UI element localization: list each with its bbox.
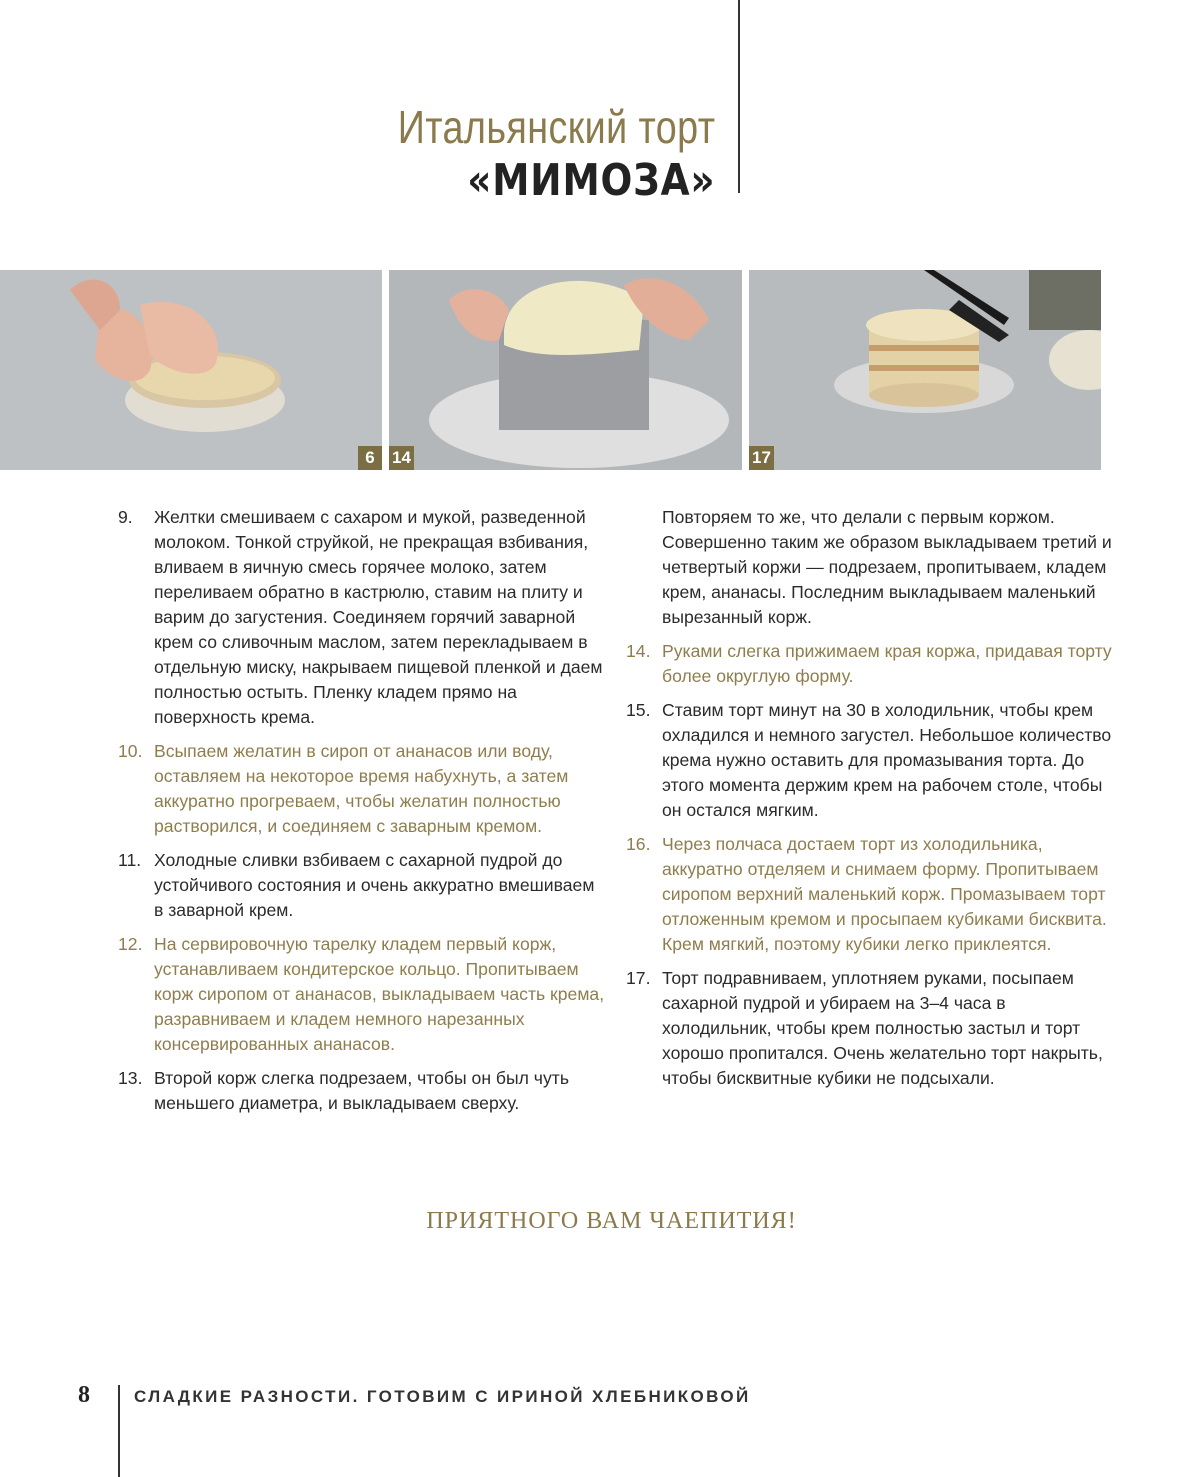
cake-with-spatula-photo: [749, 270, 1101, 470]
step-number: 9.: [118, 507, 133, 527]
step-text: Через полчаса достаем торт из холодильника, аккуратно отделяем и снимаем форму. Пропитываем сиропом верхний маленький корж. Промазываем торт отложенным кремом и просыпаем кубиками бисквита. Крем мягкий, поэтому кубики легко приклеятся.: [662, 834, 1107, 954]
step-number: 12.: [118, 934, 143, 954]
step-16: [626, 832, 1118, 957]
closing-greeting: ПРИЯТНОГО ВАМ ЧАЕПИТИЯ!: [426, 1208, 797, 1234]
step-text: Всыпаем желатин в сироп от ананасов или воду, оставляем на некоторое время набухнуть, а затем аккуратно прогреваем, чтобы желатин полностью растворился, и соединяем с заварным кремом.: [154, 741, 569, 836]
step-13-continued: Повторяем то же, что делали с первым коржом. Совершенно таким же образом выкладываем третий и четвертый коржи — подрезаем, пропитываем, кладем крем, ананасы. Последним выкладываем маленький вырезанный корж.: [662, 507, 1112, 627]
step-text: Холодные сливки взбиваем с сахарной пудрой до устойчивого состояния и очень аккуратно вмешиваем в заварной крем.: [154, 850, 595, 920]
page-title: [328, 100, 715, 208]
step-number: 13.: [118, 1068, 143, 1088]
pressing-cake-layer-in-ring-photo: [389, 270, 742, 470]
steps-column-right: [626, 505, 1118, 1100]
step-14: [626, 639, 1118, 689]
step-text: Ставим торт минут на 30 в холодильник, чтобы крем охладился и немного загустел. Небольшое количество крема нужно оставить для промазывания торта. До этого момента держим крем на рабочем столе, чтобы он остался мягким.: [662, 700, 1112, 820]
steps-column-left: [118, 505, 608, 1125]
step-number: 14.: [626, 641, 651, 661]
photo-badge: 6: [358, 446, 382, 470]
step-text: Руками слегка прижимаем края коржа, придавая торту более округлую форму.: [662, 641, 1112, 686]
book-title: СЛАДКИЕ РАЗНОСТИ. ГОТОВИМ С ИРИНОЙ ХЛЕБНИКОВОЙ: [134, 1387, 751, 1406]
title-divider: [738, 0, 740, 193]
step-number: 15.: [626, 700, 651, 720]
step-13: [118, 1066, 608, 1116]
footer-divider: [118, 1385, 120, 1477]
step-number: 16.: [626, 834, 651, 854]
photo-badge: 14: [389, 446, 414, 470]
hands-covering-bowl-with-film-photo: [0, 270, 382, 470]
step-10: [118, 739, 608, 839]
step-15: [626, 698, 1118, 823]
step-11: [118, 848, 608, 923]
photo-badge: 17: [749, 446, 774, 470]
step-photo-6: [0, 270, 382, 470]
step-photo-17: [749, 270, 1101, 470]
step-number: 10.: [118, 741, 143, 761]
page-number: 8: [78, 1382, 90, 1408]
step-photo-14: [389, 270, 742, 470]
step-17: [626, 966, 1118, 1091]
step-text: Желтки смешиваем с сахаром и мукой, разведенной молоком. Тонкой струйкой, не прекращая взбивания, вливаем в яичную смесь горячее молоко, затем переливаем обратно в кастрюлю, ставим на плиту и варим до загустения. Соединяем горячий заварной крем со сливочным маслом, затем перекладываем в отдельную миску, накрываем пищевой пленкой и даем полностью остыть. Пленку кладем прямо на поверхность крема.: [154, 507, 603, 727]
step-text: Торт подравниваем, уплотняем руками, посыпаем сахарной пудрой и убираем на 3–4 часа в холодильник, чтобы крем полностью застыл и торт хорошо пропитался. Очень желательно торт накрыть, чтобы бисквитные кубики не подсыхали.: [662, 968, 1103, 1088]
title-line-1: Итальянский торт: [397, 101, 715, 153]
step-text: На сервировочную тарелку кладем первый корж, устанавливаем кондитерское кольцо. Пропитываем корж сиропом от ананасов, выкладываем часть крема, разравниваем и кладем немного нарезанных консервированных ананасов.: [154, 934, 605, 1054]
step-12: [118, 932, 608, 1057]
step-9: [118, 505, 608, 730]
title-line-2: «МИМОЗА»: [466, 155, 715, 206]
step-number: 11.: [118, 850, 142, 870]
step-number: 17.: [626, 968, 651, 988]
step-text: Второй корж слегка подрезаем, чтобы он был чуть меньшего диаметра, и выкладываем сверху.: [154, 1068, 569, 1113]
